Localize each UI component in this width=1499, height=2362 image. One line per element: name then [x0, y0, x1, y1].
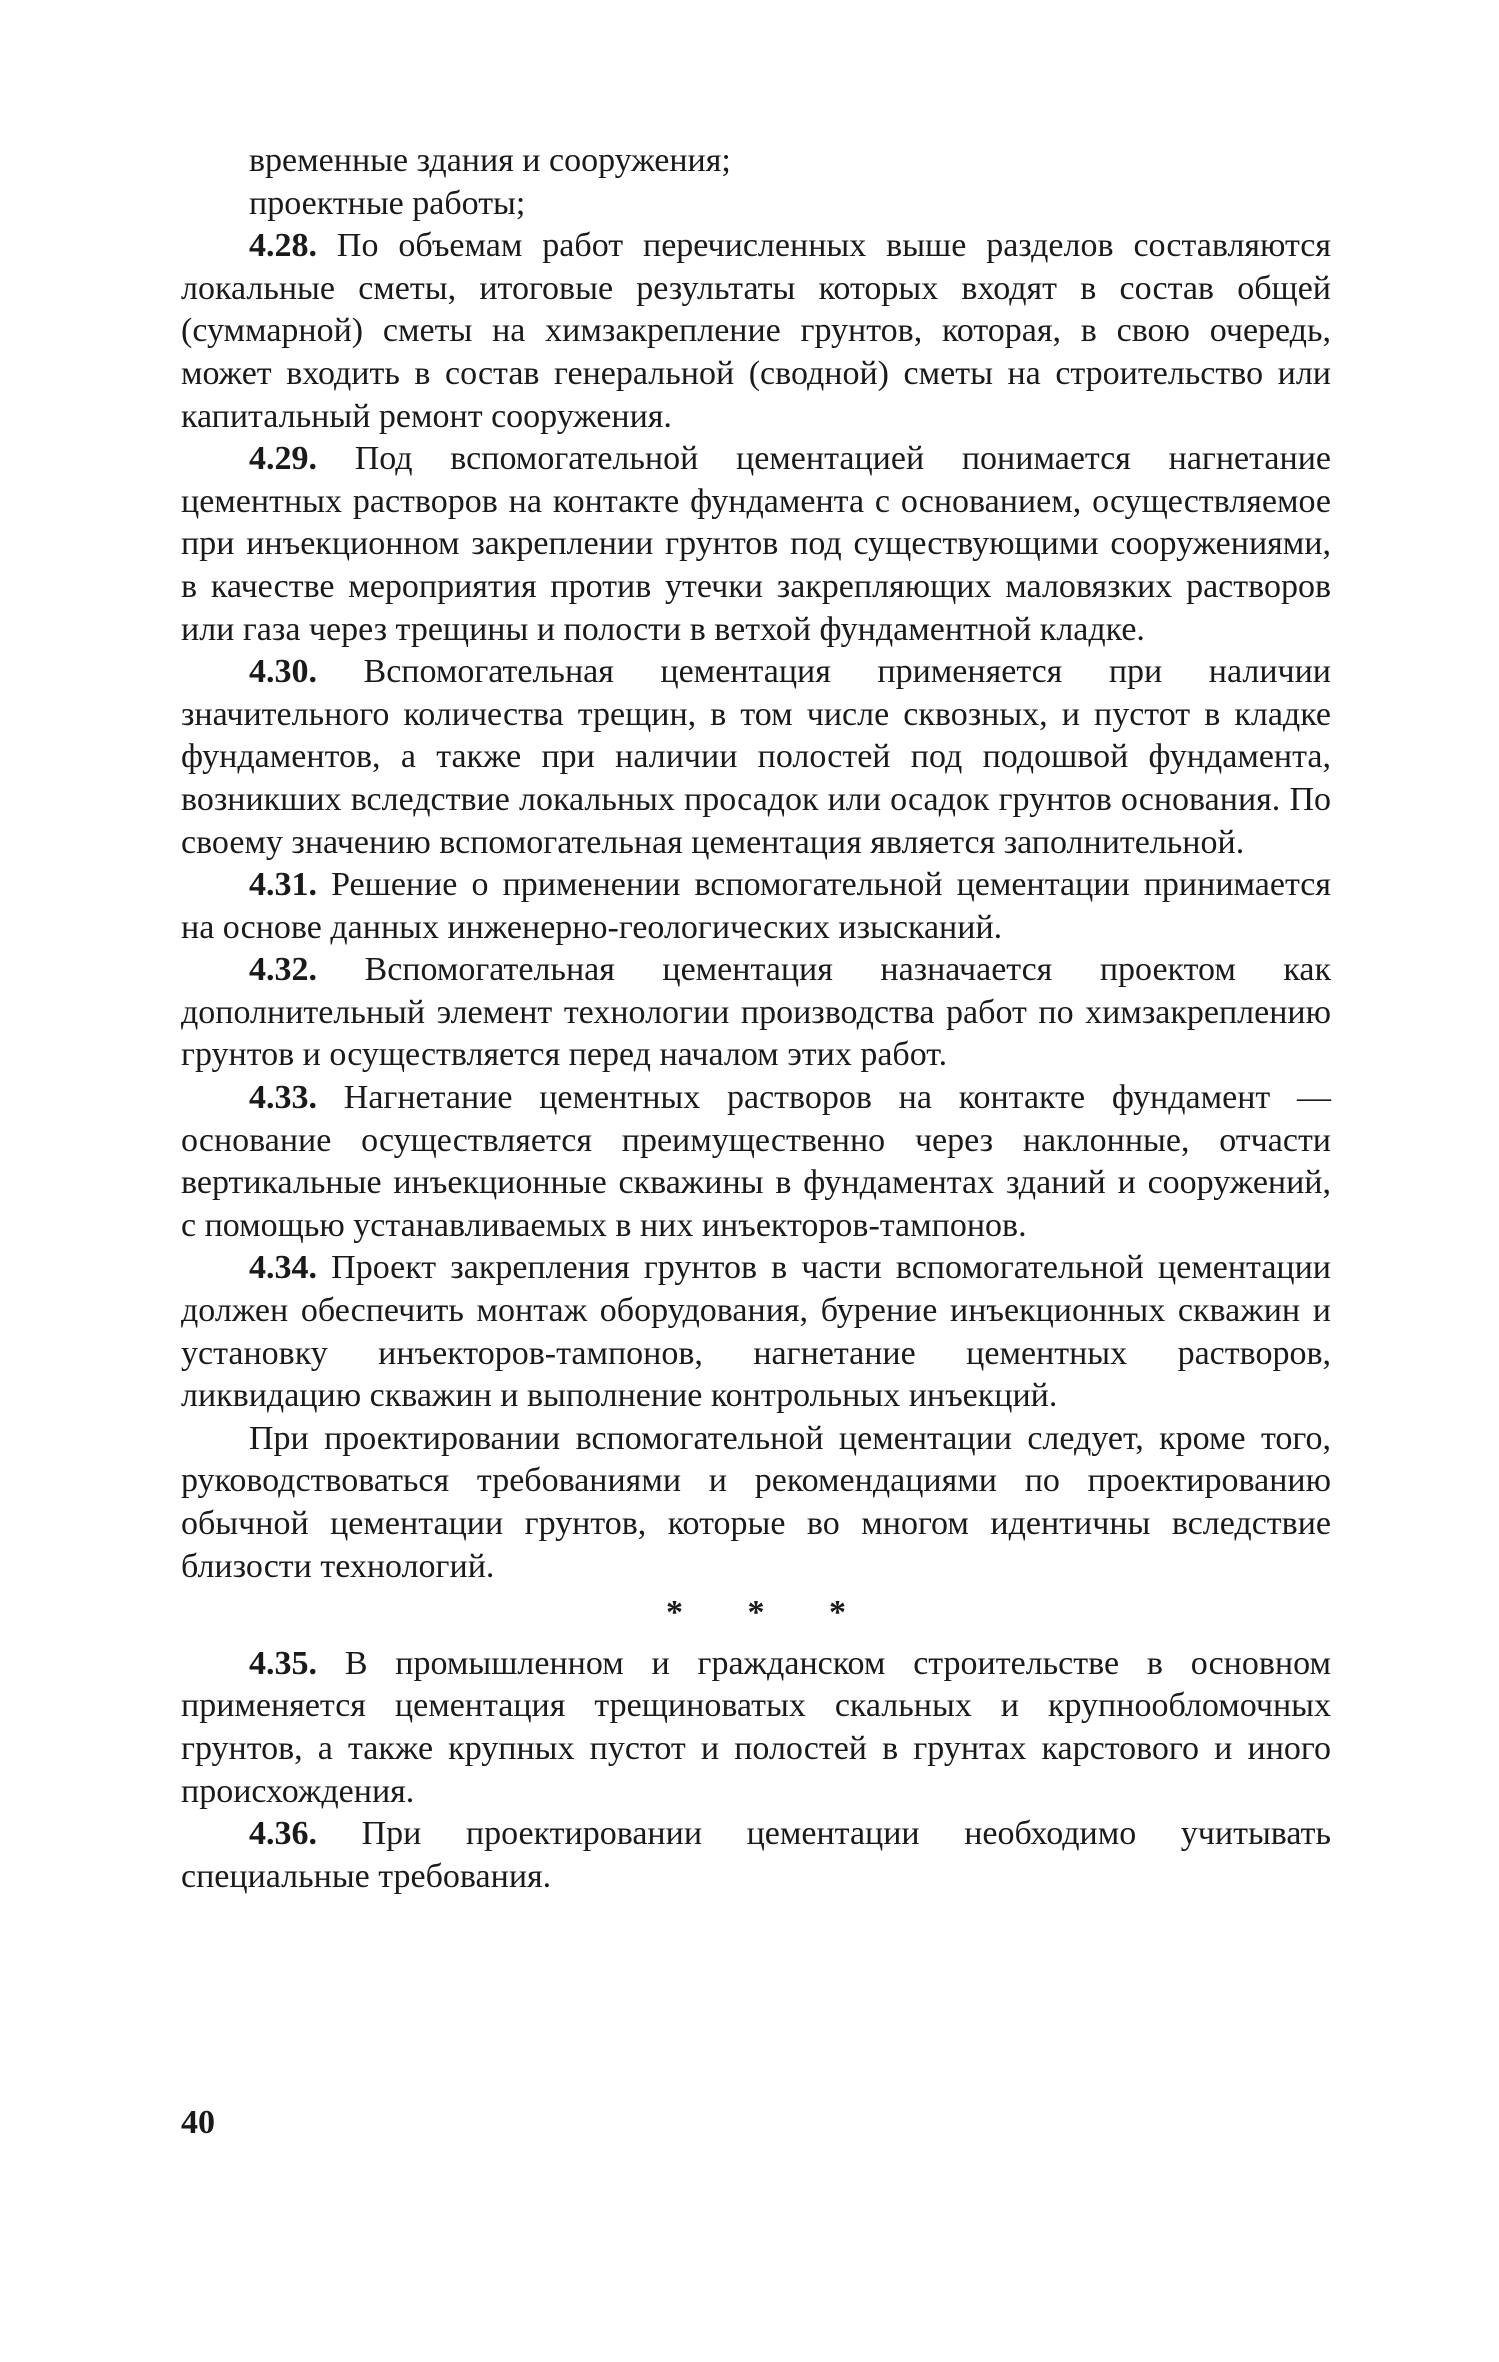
- clause-text: Проект закрепления грунтов в части вспомогательной цементации должен обеспечить монтаж оборудования, бурение инъекционных скважин и установку инъекторов-тампонов, нагнетание цементных растворов, ликвидацию скважин и выполнение контрольных инъекций.: [181, 1249, 1332, 1415]
- paragraph-4-32: [181, 949, 1331, 1077]
- paragraph-4-35: [181, 1643, 1331, 1813]
- list-line: временные здания и сооружения;: [249, 142, 731, 179]
- clause-text: В промышленном и гражданском строительстве в основном применяется цементация трещиноватых скальных и крупнообломочных грунтов, а также крупных пустот и полостей в грунтах карстового и иного происхождения.: [181, 1644, 1331, 1810]
- clause-number: 4.34.: [249, 1249, 317, 1287]
- clause-number: 4.31.: [249, 866, 317, 904]
- clause-text: По объемам работ перечисленных выше разделов составляются локальные сметы, итоговые результаты которых входят в состав общей (суммарной) сметы на химзакрепление грунтов, которая, в свою очередь, может входить в состав генеральной (сводной) сметы на строительство или капитальный ремонт сооружения.: [181, 227, 1332, 435]
- page-body: [181, 140, 1331, 1898]
- clause-text: Нагнетание цементных растворов на контакте фундамент — основание осуществляется преимущественно через наклонные, отчасти вертикальные инъекционные скважины в фундаментах зданий и сооружений, с помощью устанавливаемых в них инъекторов-тампонов.: [181, 1079, 1332, 1244]
- clause-text: Вспомогательная цементация применяется при наличии значительного количества трещин, в том числе сквозных, и пустот в кладке фундаментов, а также при наличии полостей под подошвой фундамента, возникших вследствие локальных просадок или осадок грунтов основания. По своему значению вспомогательная цементация является заполнительной.: [181, 653, 1332, 861]
- page-number: 40: [181, 2104, 215, 2141]
- clause-text: Вспомогательная цементация назначается проектом как дополнительный элемент технологии производства работ по химзакреплению грунтов и осуществляется перед началом этих работ.: [181, 951, 1332, 1074]
- clause-number: 4.28.: [249, 227, 317, 265]
- clause-text: Под вспомогательной цементацией понимается нагнетание цементных растворов на контакте фундамента с основанием, осуществляемое при инъекционном закреплении грунтов под существующими сооружениями, в качестве мероприятия против утечки закрепляющих маловязких растворов или газа через трещины и полости в ветхой фундаментной кладке.: [181, 440, 1331, 648]
- list-line: проектные работы;: [249, 184, 526, 222]
- clause-number: 4.35.: [249, 1644, 317, 1682]
- paragraph-4-33: [181, 1077, 1331, 1247]
- paragraph-4-34: [181, 1247, 1331, 1417]
- paragraph-4-29: [181, 438, 1331, 651]
- clause-text: При проектировании цементации необходимо учитывать специальные требования.: [181, 1815, 1331, 1895]
- clause-text: При проектировании вспомогательной цементации следует, кроме того, руководствоваться требованиями и рекомендациями по проектированию обычной цементации грунтов, которые во многом идентичны вследствие близости технологий.: [181, 1419, 1331, 1585]
- clause-number: 4.33.: [249, 1079, 317, 1117]
- section-separator: * * *: [666, 1594, 874, 1632]
- clause-number: 4.36.: [249, 1815, 317, 1853]
- paragraph-design-note: [181, 1418, 1331, 1588]
- paragraph-4-36: [181, 1813, 1331, 1898]
- clause-number: 4.32.: [249, 951, 317, 989]
- clause-number: 4.30.: [249, 653, 317, 691]
- clause-number: 4.29.: [249, 440, 317, 478]
- clause-text: Решение о применении вспомогательной цементации принимается на основе данных инженерно-геологических изысканий.: [181, 866, 1331, 946]
- paragraph-4-28: [181, 225, 1331, 438]
- paragraph-4-30: [181, 651, 1331, 864]
- paragraph-4-31: [181, 864, 1331, 949]
